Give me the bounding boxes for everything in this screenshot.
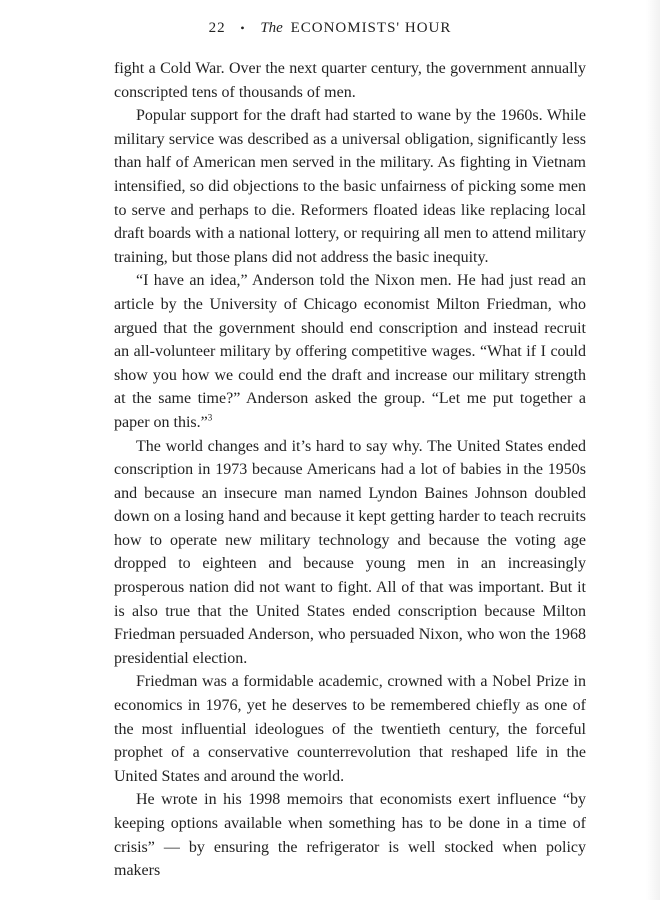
page-body	[114, 57, 586, 883]
paragraph-text: fight a Cold War. Over the next quarter century, the government annually conscripted tens of thousands of men.	[114, 60, 586, 101]
header-separator: •	[240, 21, 246, 35]
paragraph-text: Friedman was a formidable academic, crowned with a Nobel Prize in economics in 1976, yet he deserves to be remembered chiefly as one of the most influential ideologues of the twentieth century, the forceful prophet of a conservative counterrevolution that reshaped life in the United States and around the world.	[114, 673, 586, 785]
header-title-prefix: The	[260, 20, 283, 36]
paragraph-4	[114, 435, 586, 671]
page-edge-shadow	[646, 0, 660, 900]
header-title: ECONOMISTS' HOUR	[290, 20, 452, 36]
paragraph-3	[114, 269, 586, 434]
paragraph-6	[114, 788, 586, 882]
paragraph-text: “I have an idea,” Anderson told the Nixon men. He had just read an article by the University of Chicago economist Milton Friedman, who argued that the government should end conscription and instead recruit an all-volunteer military by offering competitive wages. “What if I could show you how we could end the draft and increase our military strength at the same time?” Anderson asked the group. “Let me put together a paper on this.”	[114, 272, 586, 431]
footnote-marker: 3	[207, 412, 213, 423]
paragraph-1	[114, 57, 586, 104]
running-header	[0, 20, 660, 37]
paragraph-text: The world changes and it’s hard to say why. The United States ended conscription in 1973 because Americans had a lot of babies in the 1950s and because an insecure man named Lyndon Baines Johnson doubled down on a losing hand and because it kept getting harder to teach recruits how to operate new military technology and because the voting age dropped to eighteen and because young men in an increasingly prosperous nation did not want to fight. All of that was important. But it is also true that the United States ended conscription because Milton Friedman persuaded Anderson, who persuaded Nixon, who won the 1968 presidential election.	[114, 437, 586, 667]
paragraph-2	[114, 104, 586, 269]
paragraph-5	[114, 670, 586, 788]
page-number: 22	[208, 20, 226, 36]
paragraph-text: Popular support for the draft had started to wane by the 1960s. While military service was described as a universal obligation, significantly less than half of American men served in the military. As fighting in Vietnam intensified, so did objections to the basic unfairness of picking some men to serve and perhaps to die. Reformers floated ideas like replacing local draft boards with a national lottery, or requiring all men to attend military training, but those plans did not address the basic inequity.	[114, 107, 586, 266]
paragraph-text: He wrote in his 1998 memoirs that economists exert influence “by keeping options available when something has to be done in a time of crisis” — by ensuring the refrigerator is well stocked when policy makers	[114, 791, 586, 880]
